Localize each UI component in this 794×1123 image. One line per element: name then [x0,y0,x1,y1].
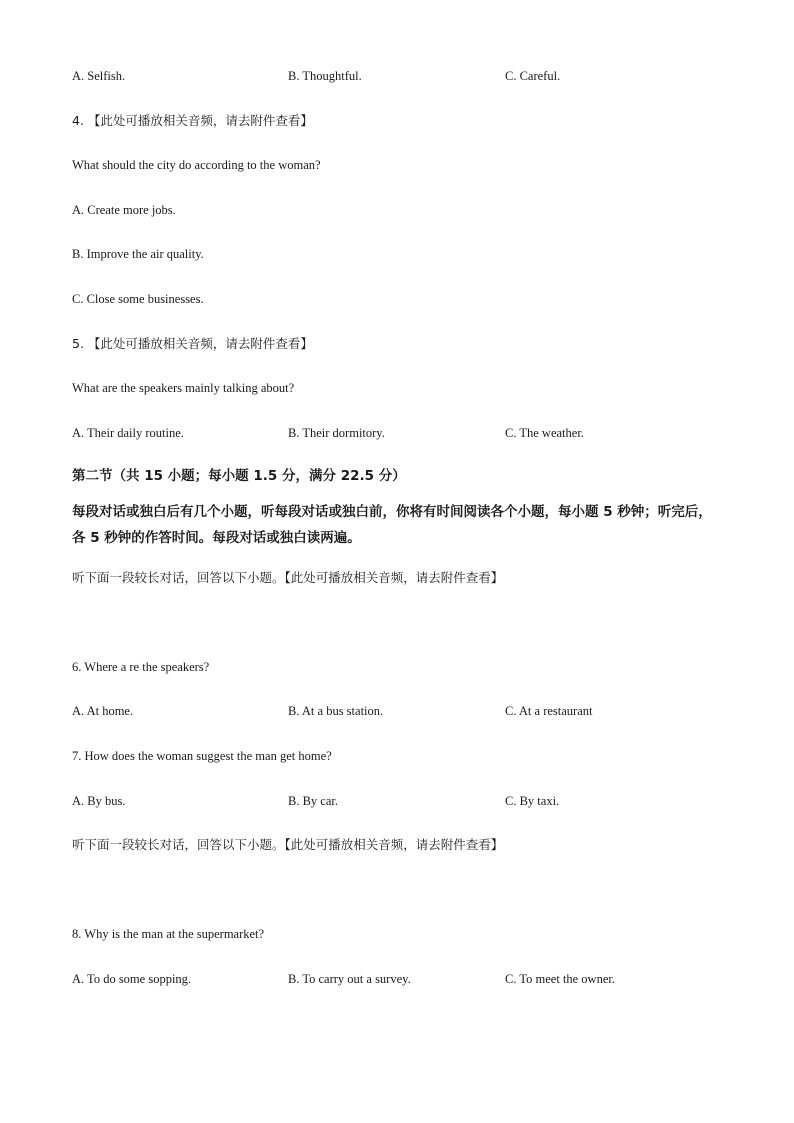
q3-option-a: A. Selfish. [72,69,126,83]
q5-option-a: A. Their daily routine. [72,426,184,440]
q5-option-c: C. The weather. [505,426,584,440]
q8-option-c: C. To meet the owner. [505,972,615,986]
q4-option-a: A. Create more jobs. [72,203,176,217]
q7-option-b: B. By car. [288,794,338,808]
q6-option-b: B. At a bus station. [288,704,384,718]
q8-option-a: A. To do some sopping. [72,972,192,986]
q3-option-c: C. Careful. [505,69,561,83]
q3-option-b: B. Thoughtful. [288,69,362,83]
q7-question: 7. How does the woman suggest the man get home? [72,749,332,763]
q6-option-a: A. At home. [72,704,134,718]
listen-note-1[interactable]: 听下面一段较长对话，回答以下小题。【此处可播放相关音频，请去附件查看】 [72,570,504,585]
section2-instructions: 每段对话或独白后有几个小题，听每段对话或独白前，你将有时间阅读各个小题，每小题 5 秒钟；听完后，各 5 秒钟的作答时间。每段对话或独白读两遍。 [72,504,712,546]
q4-header[interactable]: 4. 【此处可播放相关音频，请去附件查看】 [72,113,313,128]
q7-option-a: A. By bus. [72,794,126,808]
q8-option-b: B. To carry out a survey. [288,972,411,986]
q4-option-c: C. Close some businesses. [72,292,204,306]
q4-option-b: B. Improve the air quality. [72,247,204,261]
q6-question: 6. Where a re the speakers? [72,660,210,674]
q6-option-c: C. At a restaurant [505,704,593,718]
listen-note-2[interactable]: 听下面一段较长对话，回答以下小题。【此处可播放相关音频，请去附件查看】 [72,837,504,852]
q4-question: What should the city do according to the woman? [72,158,321,172]
q5-option-b: B. Their dormitory. [288,426,385,440]
section2-title: 第二节（共 15 小题；每小题 1.5 分，满分 22.5 分） [72,468,406,484]
q5-header[interactable]: 5. 【此处可播放相关音频，请去附件查看】 [72,336,313,351]
q5-question: What are the speakers mainly talking about? [72,381,295,395]
q8-question: 8. Why is the man at the supermarket? [72,927,265,941]
q7-option-c: C. By taxi. [505,794,560,808]
